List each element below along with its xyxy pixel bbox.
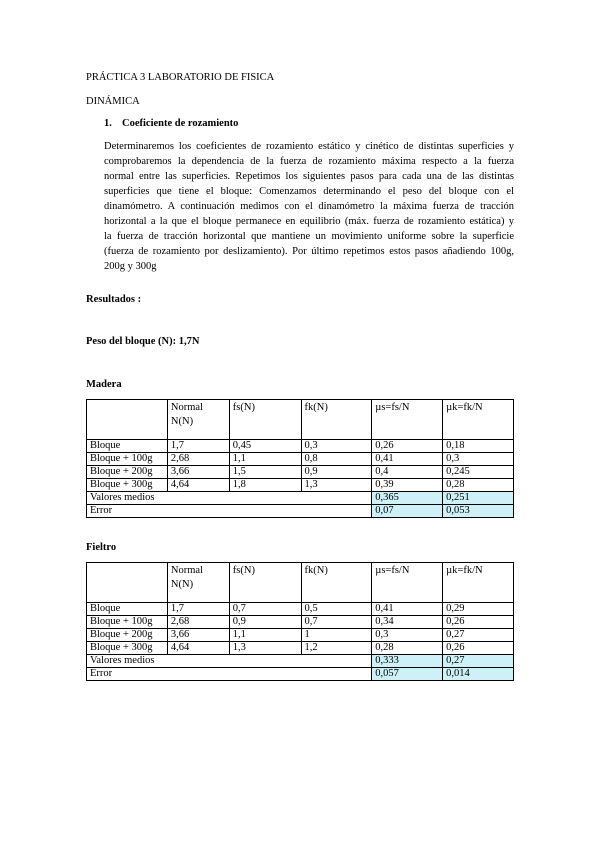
cell-fk: 1,2	[301, 642, 372, 655]
cell-fk: 0,9	[301, 466, 372, 479]
fieltro-table	[86, 562, 514, 681]
madera-table	[86, 399, 514, 518]
means-row	[87, 655, 514, 668]
cell-mus: 0,26	[372, 440, 443, 453]
cell-fk: 0,3	[301, 440, 372, 453]
cell-mus: 0,4	[372, 466, 443, 479]
means-muk: 0,27	[443, 655, 514, 668]
row-label: Bloque + 100g	[87, 616, 168, 629]
document-subtitle: DINÁMICA	[86, 96, 140, 107]
error-mus: 0,057	[372, 668, 443, 681]
intro-paragraph	[104, 139, 514, 274]
cell-fk: 0,8	[301, 453, 372, 466]
table-row	[87, 642, 514, 655]
paragraph-line: normal entre las superficies. Repetimos los siguientes pasos para cada una de las distintas	[104, 171, 514, 182]
fieltro-title: Fieltro	[86, 542, 117, 553]
header-cell-empty	[87, 400, 168, 440]
header-cell-mus: µs=fs/N	[372, 563, 443, 603]
cell-mus: 0,41	[372, 603, 443, 616]
paragraph-line: dinamómetro. A continuación medimos con el dinamómetro la máxima fuerza de tracción	[104, 201, 514, 212]
cell-normal: 4,64	[167, 479, 229, 492]
cell-muk: 0,245	[443, 466, 514, 479]
row-label: Bloque + 200g	[87, 629, 168, 642]
cell-fk: 1	[301, 629, 372, 642]
means-label: Valores medios	[87, 492, 372, 505]
cell-mus: 0,28	[372, 642, 443, 655]
cell-fs: 1,1	[229, 453, 301, 466]
header-row	[87, 400, 514, 440]
cell-normal: 1,7	[167, 440, 229, 453]
results-heading: Resultados :	[86, 294, 142, 305]
cell-normal: 1,7	[167, 603, 229, 616]
cell-fs: 1,8	[229, 479, 301, 492]
cell-normal: 2,68	[167, 453, 229, 466]
table-row	[87, 629, 514, 642]
cell-muk: 0,26	[443, 642, 514, 655]
cell-fs: 1,1	[229, 629, 301, 642]
paragraph-line: horizontal a la que el bloque permanece en equilibrio (máx. fuerza de rozamiento estática) y	[104, 216, 514, 227]
row-label: Bloque	[87, 603, 168, 616]
means-row	[87, 492, 514, 505]
cell-muk: 0,28	[443, 479, 514, 492]
header-cell-mus: µs=fs/N	[372, 400, 443, 440]
cell-mus: 0,41	[372, 453, 443, 466]
header-cell-fk: fk(N)	[301, 400, 372, 440]
cell-fk: 0,7	[301, 616, 372, 629]
header-cell-normal: Normal N(N)	[167, 563, 229, 603]
header-cell-muk: µk=fk/N	[443, 563, 514, 603]
header-cell-fk: fk(N)	[301, 563, 372, 603]
row-label: Bloque + 200g	[87, 466, 168, 479]
section-number: 1.	[104, 118, 112, 129]
cell-mus: 0,3	[372, 629, 443, 642]
cell-mus: 0,34	[372, 616, 443, 629]
paragraph-line: superficies que tiene el bloque: Comenzamos determinando el peso del bloque con el	[104, 186, 514, 197]
error-label: Error	[87, 505, 372, 518]
table-row	[87, 466, 514, 479]
error-muk: 0,053	[443, 505, 514, 518]
cell-muk: 0,27	[443, 629, 514, 642]
row-label: Bloque + 100g	[87, 453, 168, 466]
paragraph-line: comprobaremos la dependencia de la fuerza de rozamiento máxima respecto a la fuerza	[104, 156, 514, 167]
table-row	[87, 479, 514, 492]
cell-muk: 0,26	[443, 616, 514, 629]
paragraph-line: la fuerza de tracción horizontal que mantiene un movimiento uniforme sobre la superficie	[104, 231, 514, 242]
paragraph-line: Determinaremos los coeficientes de rozamiento estático y cinético de distintas superficies y	[104, 141, 514, 152]
cell-fs: 1,5	[229, 466, 301, 479]
paragraph-line: (fuerza de rozamiento por deslizamiento). Por último repetimos estos pasos añadiendo 100g,	[104, 246, 514, 257]
cell-fs: 1,3	[229, 642, 301, 655]
section-title: Coeficiente de rozamiento	[122, 118, 239, 129]
row-label: Bloque + 300g	[87, 479, 168, 492]
header-cell-muk: µk=fk/N	[443, 400, 514, 440]
madera-title: Madera	[86, 379, 122, 390]
means-label: Valores medios	[87, 655, 372, 668]
paragraph-line: 200g y 300g	[104, 261, 157, 272]
section-heading	[104, 118, 238, 129]
header-cell-normal: Normal N(N)	[167, 400, 229, 440]
row-label: Bloque	[87, 440, 168, 453]
error-row	[87, 505, 514, 518]
error-mus: 0,07	[372, 505, 443, 518]
table-row	[87, 603, 514, 616]
header-cell-empty	[87, 563, 168, 603]
cell-muk: 0,3	[443, 453, 514, 466]
means-mus: 0,333	[372, 655, 443, 668]
cell-muk: 0,18	[443, 440, 514, 453]
error-muk: 0,014	[443, 668, 514, 681]
cell-fs: 0,7	[229, 603, 301, 616]
header-row	[87, 563, 514, 603]
header-cell-fs: fs(N)	[229, 400, 301, 440]
table-row	[87, 616, 514, 629]
error-label: Error	[87, 668, 372, 681]
cell-fk: 0,5	[301, 603, 372, 616]
cell-fs: 0,45	[229, 440, 301, 453]
document-title: PRÁCTICA 3 LABORATORIO DE FISICA	[86, 72, 275, 83]
cell-normal: 3,66	[167, 466, 229, 479]
cell-normal: 4,64	[167, 642, 229, 655]
means-mus: 0,365	[372, 492, 443, 505]
table-row	[87, 440, 514, 453]
means-muk: 0,251	[443, 492, 514, 505]
header-cell-fs: fs(N)	[229, 563, 301, 603]
cell-fs: 0,9	[229, 616, 301, 629]
cell-normal: 3,66	[167, 629, 229, 642]
row-label: Bloque + 300g	[87, 642, 168, 655]
block-weight: Peso del bloque (N): 1,7N	[86, 336, 200, 347]
table-row	[87, 453, 514, 466]
cell-mus: 0,39	[372, 479, 443, 492]
cell-muk: 0,29	[443, 603, 514, 616]
cell-normal: 2,68	[167, 616, 229, 629]
error-row	[87, 668, 514, 681]
cell-fk: 1,3	[301, 479, 372, 492]
